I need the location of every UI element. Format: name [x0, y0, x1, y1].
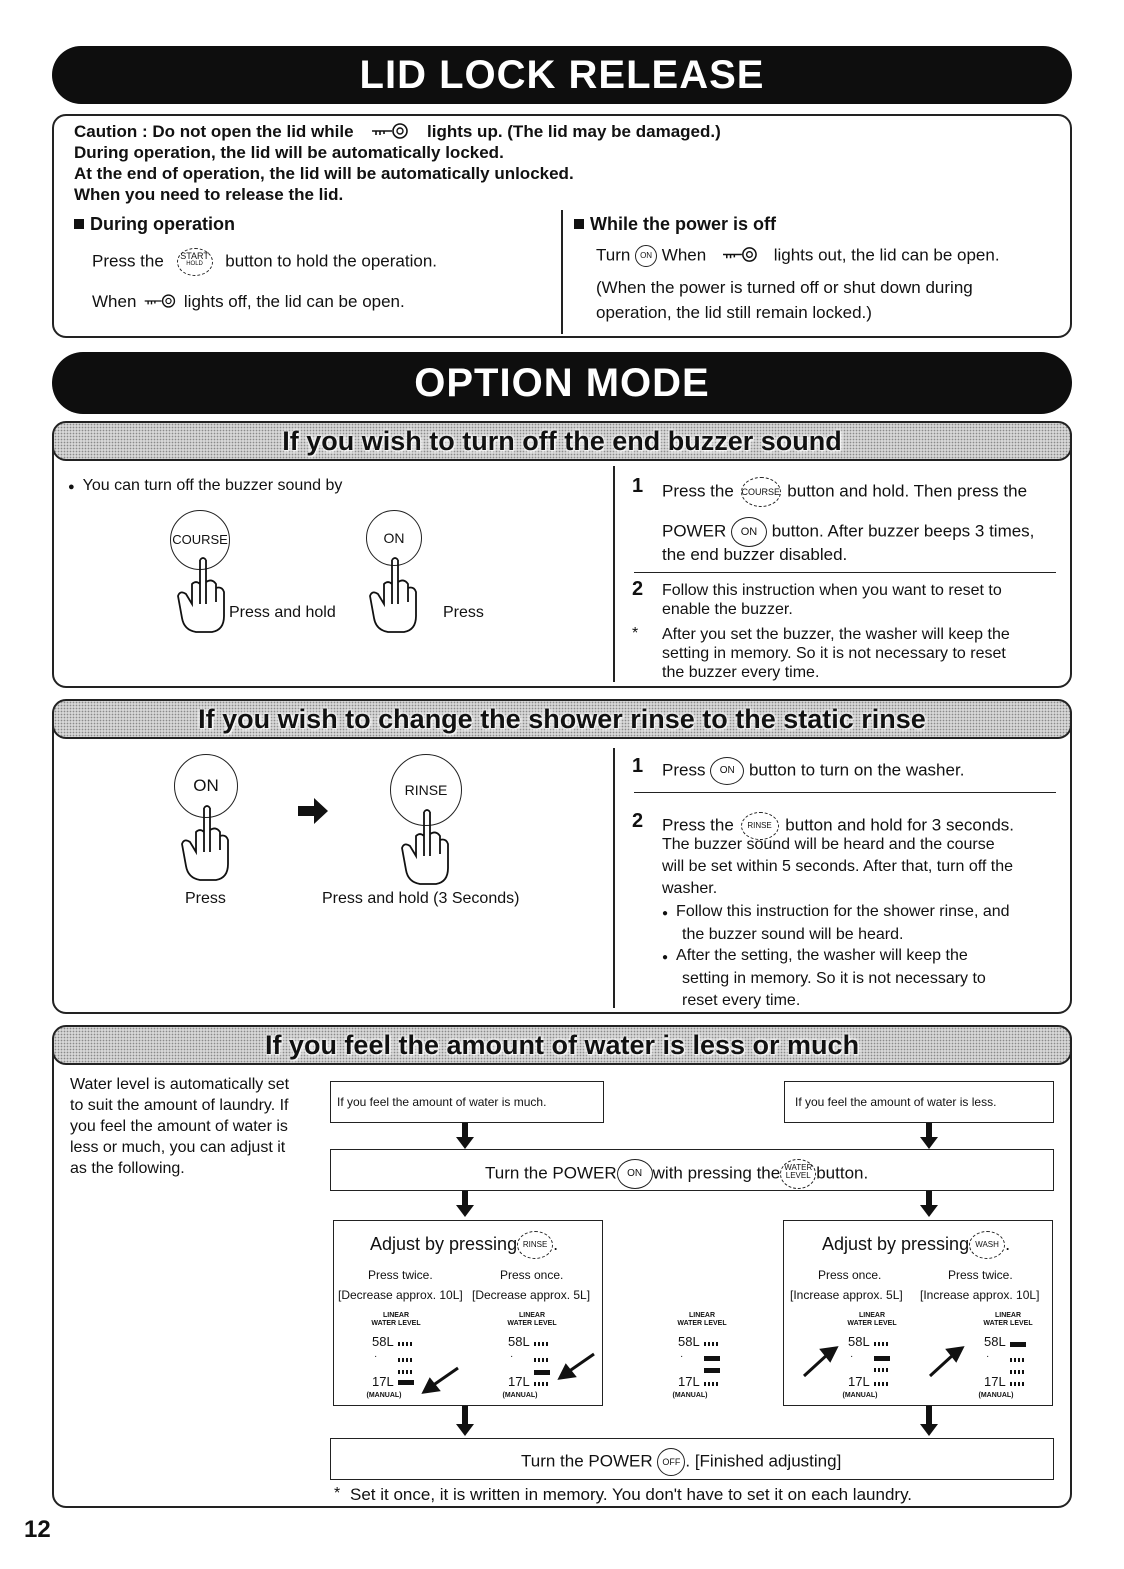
adjust-rinse-pre: Adjust by pressing — [370, 1233, 518, 1254]
turn-on-line — [485, 1159, 868, 1189]
on-button-icon: ON — [731, 517, 767, 547]
increase-10-label: [Increase approx. 10L] — [920, 1288, 1040, 1302]
diagonal-up-arrow-icon — [926, 1344, 966, 1378]
level-segment — [1010, 1358, 1026, 1362]
level-dot: · — [680, 1351, 684, 1362]
during-when-post: lights off, the lid can be open. — [183, 292, 405, 311]
level-segment-active — [874, 1356, 890, 1361]
buzzer-heading: If you wish to turn off the end buzzer sound — [282, 426, 842, 456]
water-heading: If you feel the amount of water is less or much — [264, 1030, 860, 1060]
level-segment — [704, 1342, 720, 1346]
rinse-button-icon: RINSE — [390, 754, 462, 826]
water-heading-bar — [52, 1025, 1072, 1065]
rinse-step2-post: button and hold for 3 seconds. — [785, 815, 1015, 835]
level-label: LEVEL — [785, 1171, 811, 1180]
pointing-hand-icon — [360, 556, 430, 636]
level-segment — [704, 1382, 720, 1386]
water-label: WATER — [784, 1163, 813, 1172]
less-text: If you feel the amount of water is less. — [795, 1095, 997, 1109]
pointing-hand-icon — [172, 804, 242, 884]
level-low: 17L — [984, 1374, 1006, 1389]
on-press-illustration — [364, 508, 434, 638]
power-off-note-2: operation, the lid still remain locked.) — [596, 303, 872, 322]
down-arrow-icon — [920, 1205, 938, 1217]
during-press-line — [92, 248, 437, 276]
buzzer-intro: ● You can turn off the buzzer sound by — [68, 477, 343, 494]
level-dot: · — [374, 1351, 378, 1362]
hold-label: HOLD — [186, 261, 203, 267]
display-label-water-level: WATER LEVEL — [507, 1320, 557, 1327]
turn-off-box — [330, 1438, 1054, 1480]
level-high: 58L — [372, 1334, 394, 1349]
level-dot: · — [510, 1351, 514, 1362]
level-segment-active — [704, 1356, 720, 1361]
rinse-bullet-1-a: ● Follow this instruction for the shower rinse, and — [662, 903, 1010, 920]
level-high: 58L — [848, 1334, 870, 1349]
water-level-button-icon — [780, 1159, 816, 1189]
bullet1-a-text: Follow this instruction for the shower rinse, and — [676, 903, 1010, 920]
wash-button-icon: WASH — [969, 1231, 1005, 1259]
pointing-hand-icon — [392, 808, 462, 888]
buzzer-step-2-number: 2 — [632, 578, 644, 600]
level-low: 17L — [508, 1374, 530, 1389]
decrease-5-label: [Decrease approx. 5L] — [472, 1288, 591, 1302]
level-low: 17L — [372, 1374, 394, 1389]
rinse-heading-bar — [52, 699, 1072, 739]
level-segment — [534, 1342, 550, 1346]
power-off-note-1: (When the power is turned off or shut down during — [596, 278, 973, 297]
caution-line — [74, 122, 721, 142]
during-press-pre: Press the — [92, 251, 164, 271]
lid-line-3: At the end of operation, the lid will be automatically unlocked. — [74, 164, 574, 183]
display-label-water-level: WATER LEVEL — [371, 1320, 421, 1327]
on-button-icon: ON — [366, 510, 422, 566]
lid-line-2: During operation, the lid will be automatically locked. — [74, 143, 504, 162]
rinse-bullet-1-b: the buzzer sound will be heard. — [682, 926, 904, 943]
buzzer-step-separator — [634, 572, 1056, 573]
power-off-when-pre: When — [661, 245, 707, 265]
caution-text-after: lights up. (The lid may be damaged.) — [427, 122, 721, 141]
lid-divider — [561, 210, 563, 334]
arrow-stem — [462, 1406, 468, 1426]
level-dot: · — [850, 1351, 854, 1362]
level-segment — [1010, 1370, 1026, 1374]
level-high: 58L — [984, 1334, 1006, 1349]
water-intro-2: to suit the amount of laundry. If — [70, 1097, 289, 1114]
display-manual: (MANUAL) — [842, 1392, 878, 1399]
display-label-linear: LINEAR — [858, 1312, 886, 1319]
buzzer-step-1-line-a — [662, 477, 1027, 507]
turn-on-mid: with pressing the — [652, 1163, 781, 1183]
rinse-step-1-line — [662, 757, 964, 785]
buzzer-step-2-line-a: Follow this instruction when you want to reset to — [662, 582, 1002, 599]
buzzer-heading-bar — [52, 421, 1072, 461]
less-box — [784, 1081, 1054, 1123]
water-footnote-star: * — [334, 1485, 341, 1502]
press-label: Press — [443, 604, 484, 621]
display-label-linear: LINEAR — [688, 1312, 716, 1319]
lid-line-4: When you need to release the lid. — [74, 185, 344, 204]
down-arrow-icon — [456, 1205, 474, 1217]
step1-post: button and hold. Then press the — [787, 481, 1028, 501]
lock-key-icon — [143, 293, 177, 309]
right-arrow-icon — [296, 796, 330, 826]
turn-text: Turn — [596, 245, 631, 265]
buzzer-note-b: setting in memory. So it is not necessary to reset — [662, 645, 1006, 662]
course-button-icon: COURSE — [741, 477, 781, 507]
caution-text: Caution : Do not open the lid while — [74, 122, 354, 141]
level-segment — [1010, 1382, 1026, 1386]
buzzer-step-1-number: 1 — [632, 475, 644, 497]
power-off-turn-line — [596, 245, 1000, 267]
level-segment-active — [398, 1380, 414, 1385]
rinse-step-separator — [634, 792, 1056, 793]
display-label-linear: LINEAR — [994, 1312, 1022, 1319]
rinse-hold-illustration — [388, 752, 468, 882]
display-label-linear: LINEAR — [382, 1312, 410, 1319]
on-button-icon: ON — [710, 757, 744, 785]
down-arrow-icon — [920, 1137, 938, 1149]
level-low: 17L — [848, 1374, 870, 1389]
during-press-post: button to hold the operation. — [225, 251, 438, 271]
turn-on-pre: Turn the POWER — [485, 1163, 617, 1183]
rinse-on-press-illustration — [172, 752, 246, 882]
press-hold-label: Press and hold — [229, 604, 336, 621]
option-mode-banner — [52, 352, 1072, 414]
buzzer-intro-text: You can turn off the buzzer sound by — [82, 477, 343, 494]
rinse-press-label: Press — [185, 890, 226, 907]
course-button-icon: COURSE — [170, 510, 230, 570]
level-segment-active — [534, 1370, 550, 1375]
level-segment — [534, 1382, 550, 1386]
adjust-wash-line: Adjust by pressing WASH . — [822, 1231, 1010, 1259]
rinse-step-2-number: 2 — [632, 810, 644, 832]
buzzer-divider — [613, 466, 615, 682]
level-segment — [398, 1342, 414, 1346]
buzzer-step-2-line-b: enable the buzzer. — [662, 601, 793, 618]
rinse-bullet-2-b: setting in memory. So it is not necessary to — [682, 970, 986, 987]
diagonal-arrow-icon — [556, 1352, 596, 1382]
diagonal-arrow-icon — [420, 1366, 460, 1396]
buzzer-note-c: the buzzer every time. — [662, 664, 820, 681]
buzzer-note-star: * — [632, 625, 639, 642]
press-twice-label: Press twice. — [948, 1268, 1013, 1282]
power-off-heading-text: While the power is off — [590, 214, 777, 234]
lid-lock-title: LID LOCK RELEASE — [359, 53, 765, 97]
adjust-rinse-line: Adjust by pressing RINSE . — [370, 1231, 558, 1259]
much-text: If you feel the amount of water is much. — [337, 1095, 547, 1109]
level-segment-active — [704, 1368, 720, 1373]
start-hold-button-icon — [177, 248, 213, 276]
during-when-line — [92, 292, 405, 312]
level-high: 58L — [508, 1334, 530, 1349]
press-once-label: Press once. — [818, 1268, 882, 1282]
press-twice-label: Press twice. — [368, 1268, 433, 1282]
course-press-illustration — [168, 508, 238, 638]
turn-off-line — [521, 1448, 841, 1476]
on-button-icon: ON — [617, 1159, 653, 1189]
increase-5-label: [Increase approx. 5L] — [790, 1288, 903, 1302]
during-operation-heading — [74, 214, 235, 234]
adjust-wash-pre: Adjust by pressing — [822, 1233, 970, 1254]
display-manual: (MANUAL) — [978, 1392, 1014, 1399]
page-number: 12 — [24, 1516, 51, 1543]
water-level-display — [842, 1312, 914, 1399]
power-off-when-post: lights out, the lid can be open. — [773, 245, 1000, 265]
power-off-heading — [574, 214, 776, 234]
rinse-button-icon: RINSE — [741, 812, 779, 840]
rinse-heading: If you wish to change the shower rinse to the static rinse — [198, 704, 926, 734]
level-segment — [534, 1358, 550, 1362]
rinse-button-icon: RINSE — [517, 1231, 553, 1259]
display-manual: (MANUAL) — [366, 1392, 402, 1399]
power-text: POWER — [662, 521, 727, 541]
water-level-display — [978, 1312, 1050, 1399]
water-intro-5: as the following. — [70, 1160, 185, 1177]
during-when-pre: When — [92, 292, 137, 311]
buzzer-note-a: After you set the buzzer, the washer will keep the — [662, 626, 1010, 643]
level-segment — [874, 1368, 890, 1372]
lock-key-icon — [370, 122, 410, 140]
press-once-label: Press once. — [500, 1268, 564, 1282]
level-dot: · — [986, 1351, 990, 1362]
turn-on-post: button. — [816, 1163, 869, 1183]
water-intro-4: less or much, you can adjust it — [70, 1139, 286, 1156]
rinse-divider — [613, 748, 615, 1008]
rinse-press-hold-label: Press and hold (3 Seconds) — [322, 890, 520, 907]
rinse-step-2-line-c: will be set within 5 seconds. After that, turn off the — [662, 858, 1014, 875]
display-label-water-level: WATER LEVEL — [677, 1320, 727, 1327]
lock-key-icon — [721, 246, 759, 263]
display-label-linear: LINEAR — [518, 1312, 546, 1319]
water-level-display — [672, 1312, 744, 1399]
level-high: 58L — [678, 1334, 700, 1349]
rinse-step-2-line-d: washer. — [662, 880, 718, 897]
display-manual: (MANUAL) — [502, 1392, 538, 1399]
level-low: 17L — [678, 1374, 700, 1389]
water-intro-1: Water level is automatically set — [70, 1076, 290, 1093]
turn-on-box — [330, 1149, 1054, 1191]
lid-lock-banner — [52, 46, 1072, 104]
start-label: START — [180, 251, 209, 261]
down-arrow-icon — [456, 1424, 474, 1436]
step1-b-post: button. After buzzer beeps 3 times, — [771, 521, 1035, 541]
down-arrow-icon — [920, 1424, 938, 1436]
level-segment — [874, 1342, 890, 1346]
on-button-icon: ON — [174, 754, 238, 818]
rinse-step-1-number: 1 — [632, 755, 644, 777]
step1-pre: Press the — [662, 481, 734, 501]
water-footnote: Set it once, it is written in memory. You don't have to set it on each laundry. — [350, 1485, 913, 1504]
decrease-10-label: [Decrease approx. 10L] — [338, 1288, 463, 1302]
rinse-bullet-2-a: ● After the setting, the washer will keep the — [662, 947, 968, 964]
during-heading-text: During operation — [90, 214, 235, 234]
rinse-step2-pre: Press the — [662, 815, 734, 835]
display-label-water-level: WATER LEVEL — [847, 1320, 897, 1327]
option-mode-title: OPTION MODE — [414, 361, 710, 405]
diagonal-up-arrow-icon — [800, 1344, 840, 1378]
display-manual: (MANUAL) — [672, 1392, 708, 1399]
turn-off-pre: Turn the POWER — [521, 1451, 653, 1471]
arrow-stem — [926, 1406, 932, 1426]
level-segment — [874, 1382, 890, 1386]
turn-off-post: . [Finished adjusting] — [685, 1451, 842, 1471]
on-button-icon: ON — [635, 245, 657, 267]
water-intro-3: you feel the amount of water is — [70, 1118, 288, 1135]
display-label-water-level: WATER LEVEL — [983, 1320, 1033, 1327]
level-segment-active — [1010, 1342, 1026, 1347]
pointing-hand-icon — [168, 556, 238, 636]
much-box — [330, 1081, 604, 1123]
rinse-step1-pre: Press — [662, 760, 706, 780]
rinse-step-2-line-b: The buzzer sound will be heard and the course — [662, 836, 995, 853]
rinse-bullet-2-c: reset every time. — [682, 992, 801, 1009]
bullet2-a-text: After the setting, the washer will keep the — [676, 947, 968, 964]
buzzer-step-1-line-b — [662, 517, 1034, 547]
level-segment — [398, 1358, 414, 1362]
buzzer-step-1-line-c: the end buzzer disabled. — [662, 545, 848, 564]
off-button-icon: OFF — [657, 1448, 685, 1476]
level-segment — [398, 1370, 414, 1374]
rinse-step1-post: button to turn on the washer. — [748, 760, 965, 780]
down-arrow-icon — [456, 1137, 474, 1149]
